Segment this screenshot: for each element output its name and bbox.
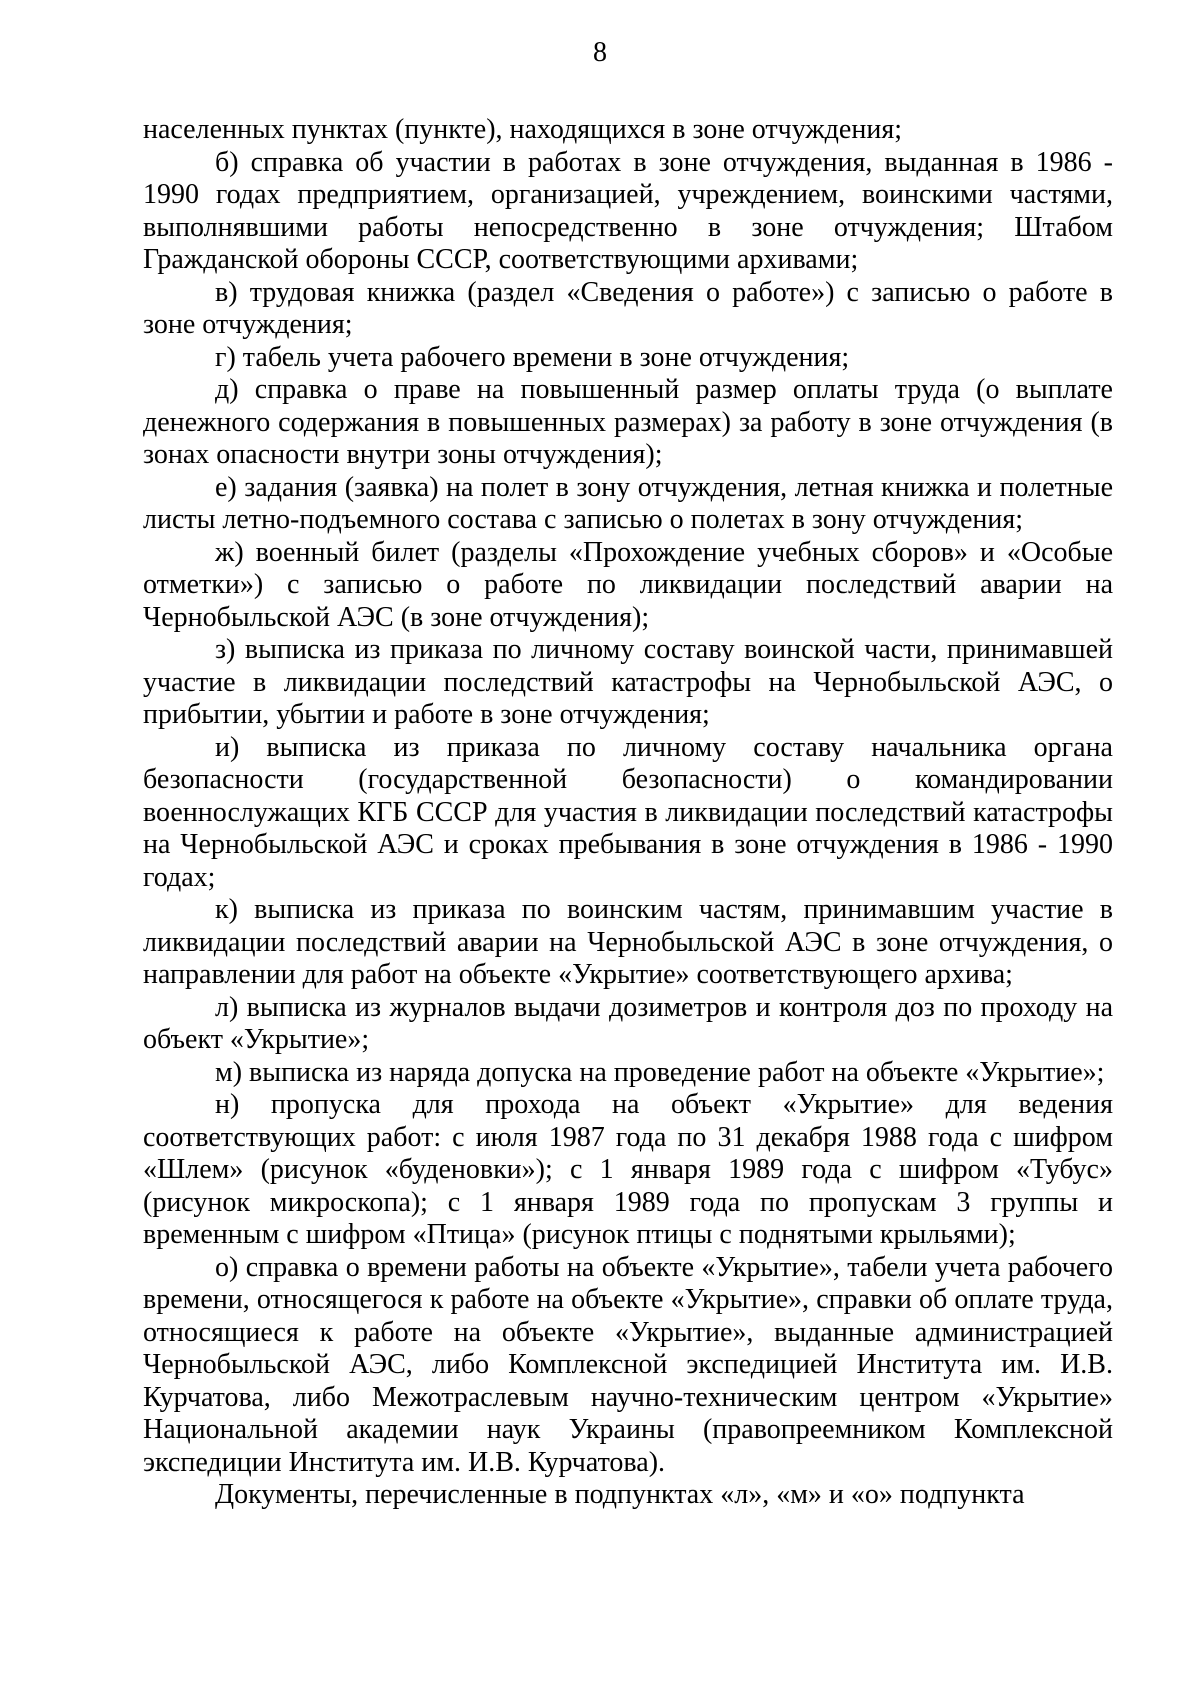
paragraph-item-z: з) выписка из приказа по личному составу воинской части, принимавшей участие в ликвидации последствий катастрофы на Чернобыльской АЭС, о прибытии, убытии и работе в зоне отчуждения;	[143, 634, 1113, 730]
document-body	[143, 114, 1113, 1512]
paragraph-item-zh: ж) военный билет (разделы «Прохождение учебных сборов» и «Особые отметки») с записью о работе по ликвидации последствий аварии на Чернобыльской АЭС (в зоне отчуждения);	[143, 536, 1113, 633]
paragraph-documents: Документы, перечисленные в подпунктах «л», «м» и «о» подпункта	[215, 1479, 1025, 1510]
paragraph-item-o: о) справка о времени работы на объекте «Укрытие», табели учета рабочего времени, относящегося к работе на объекте «Укрытие», справки об оплате труда, относящиеся к работе на объекте «Укрытие», выданные администрацией Чернобыльской АЭС, либо Комплексной экспедицией Института им. И.В. Курчатова, либо Межотраслевым научно-техническим центром «Укрытие» Национальной академии наук Украины (правопреемником Комплексной экспедиции Института им. И.В. Курчатова).	[143, 1251, 1113, 1478]
paragraph-item-d: д) справка о праве на повышенный размер оплаты труда (о выплате денежного содержания в повышенных размерах) за работу в зоне отчуждения (в зонах опасности внутри зоны отчуждения);	[143, 374, 1113, 470]
paragraph-item-k: к) выписка из приказа по воинским частям, принимавшим участие в ликвидации последствий аварии на Чернобыльской АЭС в зоне отчуждения, о направлении для работ на объекте «Укрытие» соответствующего архива;	[143, 894, 1113, 990]
paragraph-item-n: н) пропуска для прохода на объект «Укрытие» для ведения соответствующих работ: с июля 1987 года по 31 декабря 1988 года с шифром «Шлем» (рисунок «буденовки»); с 1 января 1989 года с шифром «Тубус» (рисунок микроскопа); с 1 января 1989 года по пропускам 3 группы и временным с шифром «Птица» (рисунок птицы с поднятыми крыльями);	[143, 1089, 1113, 1250]
paragraph-item-e: е) задания (заявка) на полет в зону отчуждения, летная книжка и полетные листы летно-подъемного состава с записью о полетах в зону отчуждения;	[143, 471, 1113, 535]
paragraph-item-b: б) справка об участии в работах в зоне отчуждения, выданная в 1986 - 1990 годах предприятием, организацией, учреждением, воинскими частями, выполнявшими работы непосредственно в зоне отчуждения; Штабом Гражданской обороны СССР, соответствующими архивами;	[143, 146, 1113, 275]
paragraph-item-g: г) табель учета рабочего времени в зоне отчуждения;	[215, 341, 850, 373]
paragraph-item-l: л) выписка из журналов выдачи дозиметров и контроля доз по проходу на объект «Укрытие»;	[143, 991, 1113, 1055]
paragraph-item-m: м) выписка из наряда допуска на проведение работ на объекте «Укрытие»;	[215, 1056, 1105, 1088]
page-number: 8	[593, 37, 607, 68]
paragraph-continuation: населенных пунктах (пункте), находящихся в зоне отчуждения;	[143, 114, 902, 145]
paragraph-item-v: в) трудовая книжка (раздел «Сведения о работе») с записью о работе в зоне отчуждения;	[143, 276, 1113, 340]
paragraph-item-i: и) выписка из приказа по личному составу начальника органа безопасности (государственной безопасности) о командировании военнослужащих КГБ СССР для участия в ликвидации последствий катастрофы на Чернобыльской АЭС и сроках пребывания в зоне отчуждения в 1986 - 1990 годах;	[143, 731, 1113, 893]
